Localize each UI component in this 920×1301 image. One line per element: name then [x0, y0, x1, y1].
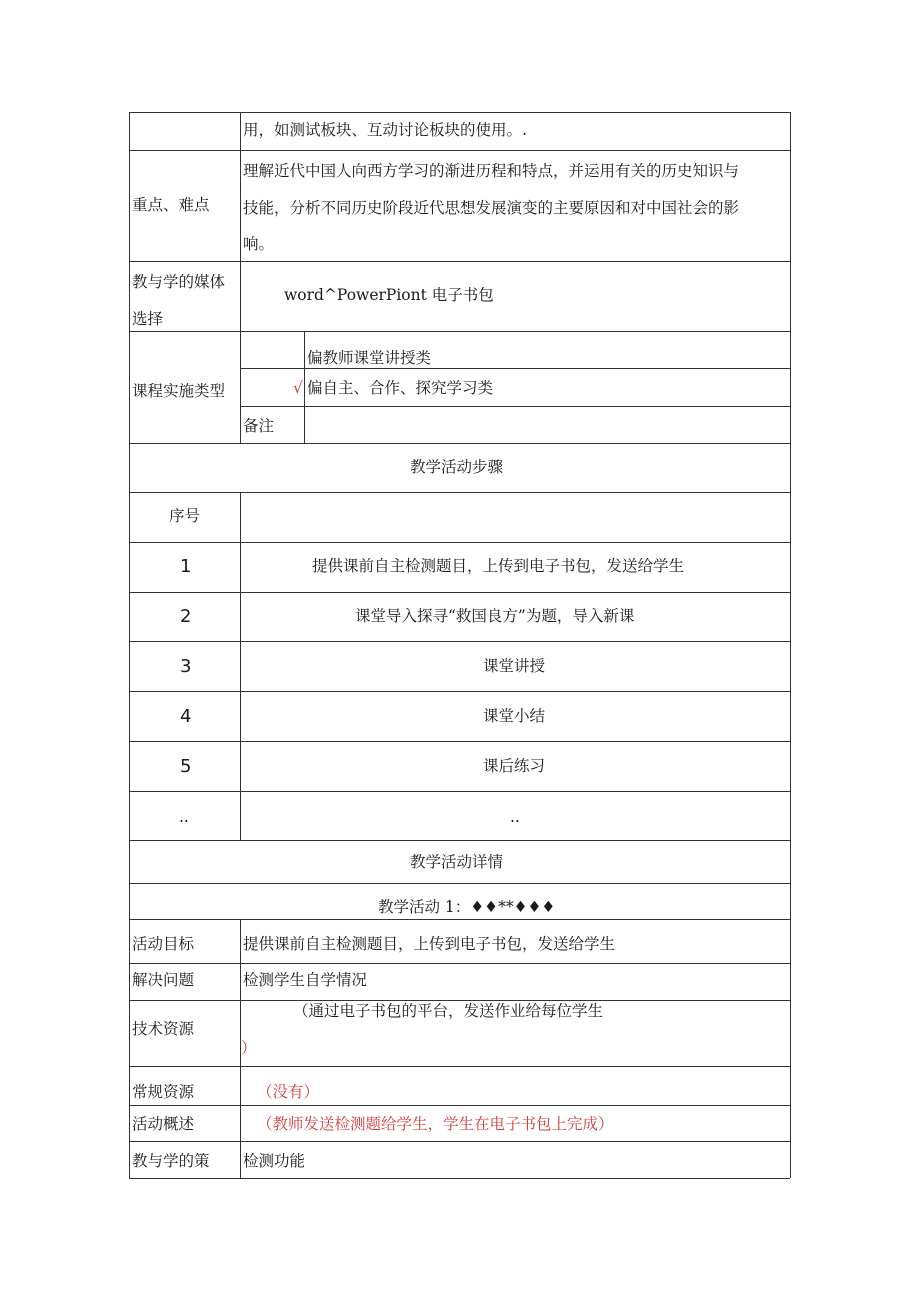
tech-value-line-2: ）	[241, 1039, 257, 1057]
problem-value: 检测学生自学情况	[243, 971, 368, 989]
step-text: ..	[510, 808, 520, 826]
step-number: 2	[180, 606, 192, 627]
course-type-option-1: 偏教师课堂讲授类	[307, 349, 432, 367]
remark-label: 备注	[243, 417, 275, 435]
regular-label: 常规资源	[132, 1083, 195, 1101]
strategy-label: 教与学的策	[132, 1152, 210, 1170]
regular-value: （没有）	[257, 1083, 320, 1101]
overview-label: 活动概述	[132, 1115, 195, 1133]
top-row-text: 用，如测试板块、互动讨论板块的使用。.	[243, 121, 527, 139]
step-text: 课堂小结	[483, 707, 546, 725]
key-points-line-2: 技能，分析不同历史阶段近代思想发展演变的主要原因和对中国社会的影	[243, 199, 740, 217]
steps-header-label: 序号	[169, 507, 201, 525]
step-text: 课堂讲授	[483, 657, 546, 675]
step-number: 3	[180, 656, 192, 677]
media-label-line-1: 教与学的媒体	[132, 273, 226, 291]
step-number: 1	[180, 556, 192, 577]
step-text: 课后练习	[483, 757, 546, 775]
steps-title: 教学活动步骤	[410, 458, 504, 476]
goal-value: 提供课前自主检测题目，上传到电子书包，发送给学生	[243, 935, 616, 953]
details-title: 教学活动详情	[410, 853, 504, 871]
media-label-line-2: 选择	[132, 310, 164, 328]
overview-value: （教师发送检测题给学生，学生在电子书包上完成）	[257, 1115, 614, 1133]
activity-title: 教学活动 1：♦♦**♦♦♦	[378, 898, 556, 916]
course-type-option-2: 偏自主、合作、探究学习类	[307, 379, 494, 397]
key-points-line-1: 理解近代中国人向西方学习的渐进历程和特点，并运用有关的历史知识与	[243, 162, 740, 180]
media-value: word^PowerPiont 电子书包	[284, 286, 494, 304]
step-number: 5	[180, 756, 192, 777]
strategy-value: 检测功能	[243, 1152, 306, 1170]
step-text: 课堂导入探寻“救国良方”为题，导入新课	[355, 607, 635, 625]
step-number: 4	[180, 706, 192, 727]
step-text: 提供课前自主检测题目，上传到电子书包，发送给学生	[312, 557, 685, 575]
step-number: ..	[179, 808, 189, 826]
problem-label: 解决问题	[132, 971, 195, 989]
course-type-label: 课程实施类型	[132, 382, 226, 400]
key-points-line-3: 响。	[243, 235, 275, 253]
goal-label: 活动目标	[132, 935, 195, 953]
key-points-label: 重点、难点	[132, 196, 210, 214]
check-mark-icon: √	[293, 379, 303, 397]
tech-label: 技术资源	[132, 1020, 195, 1038]
tech-value-line-1: （通过电子书包的平台，发送作业给每位学生	[293, 1002, 604, 1020]
